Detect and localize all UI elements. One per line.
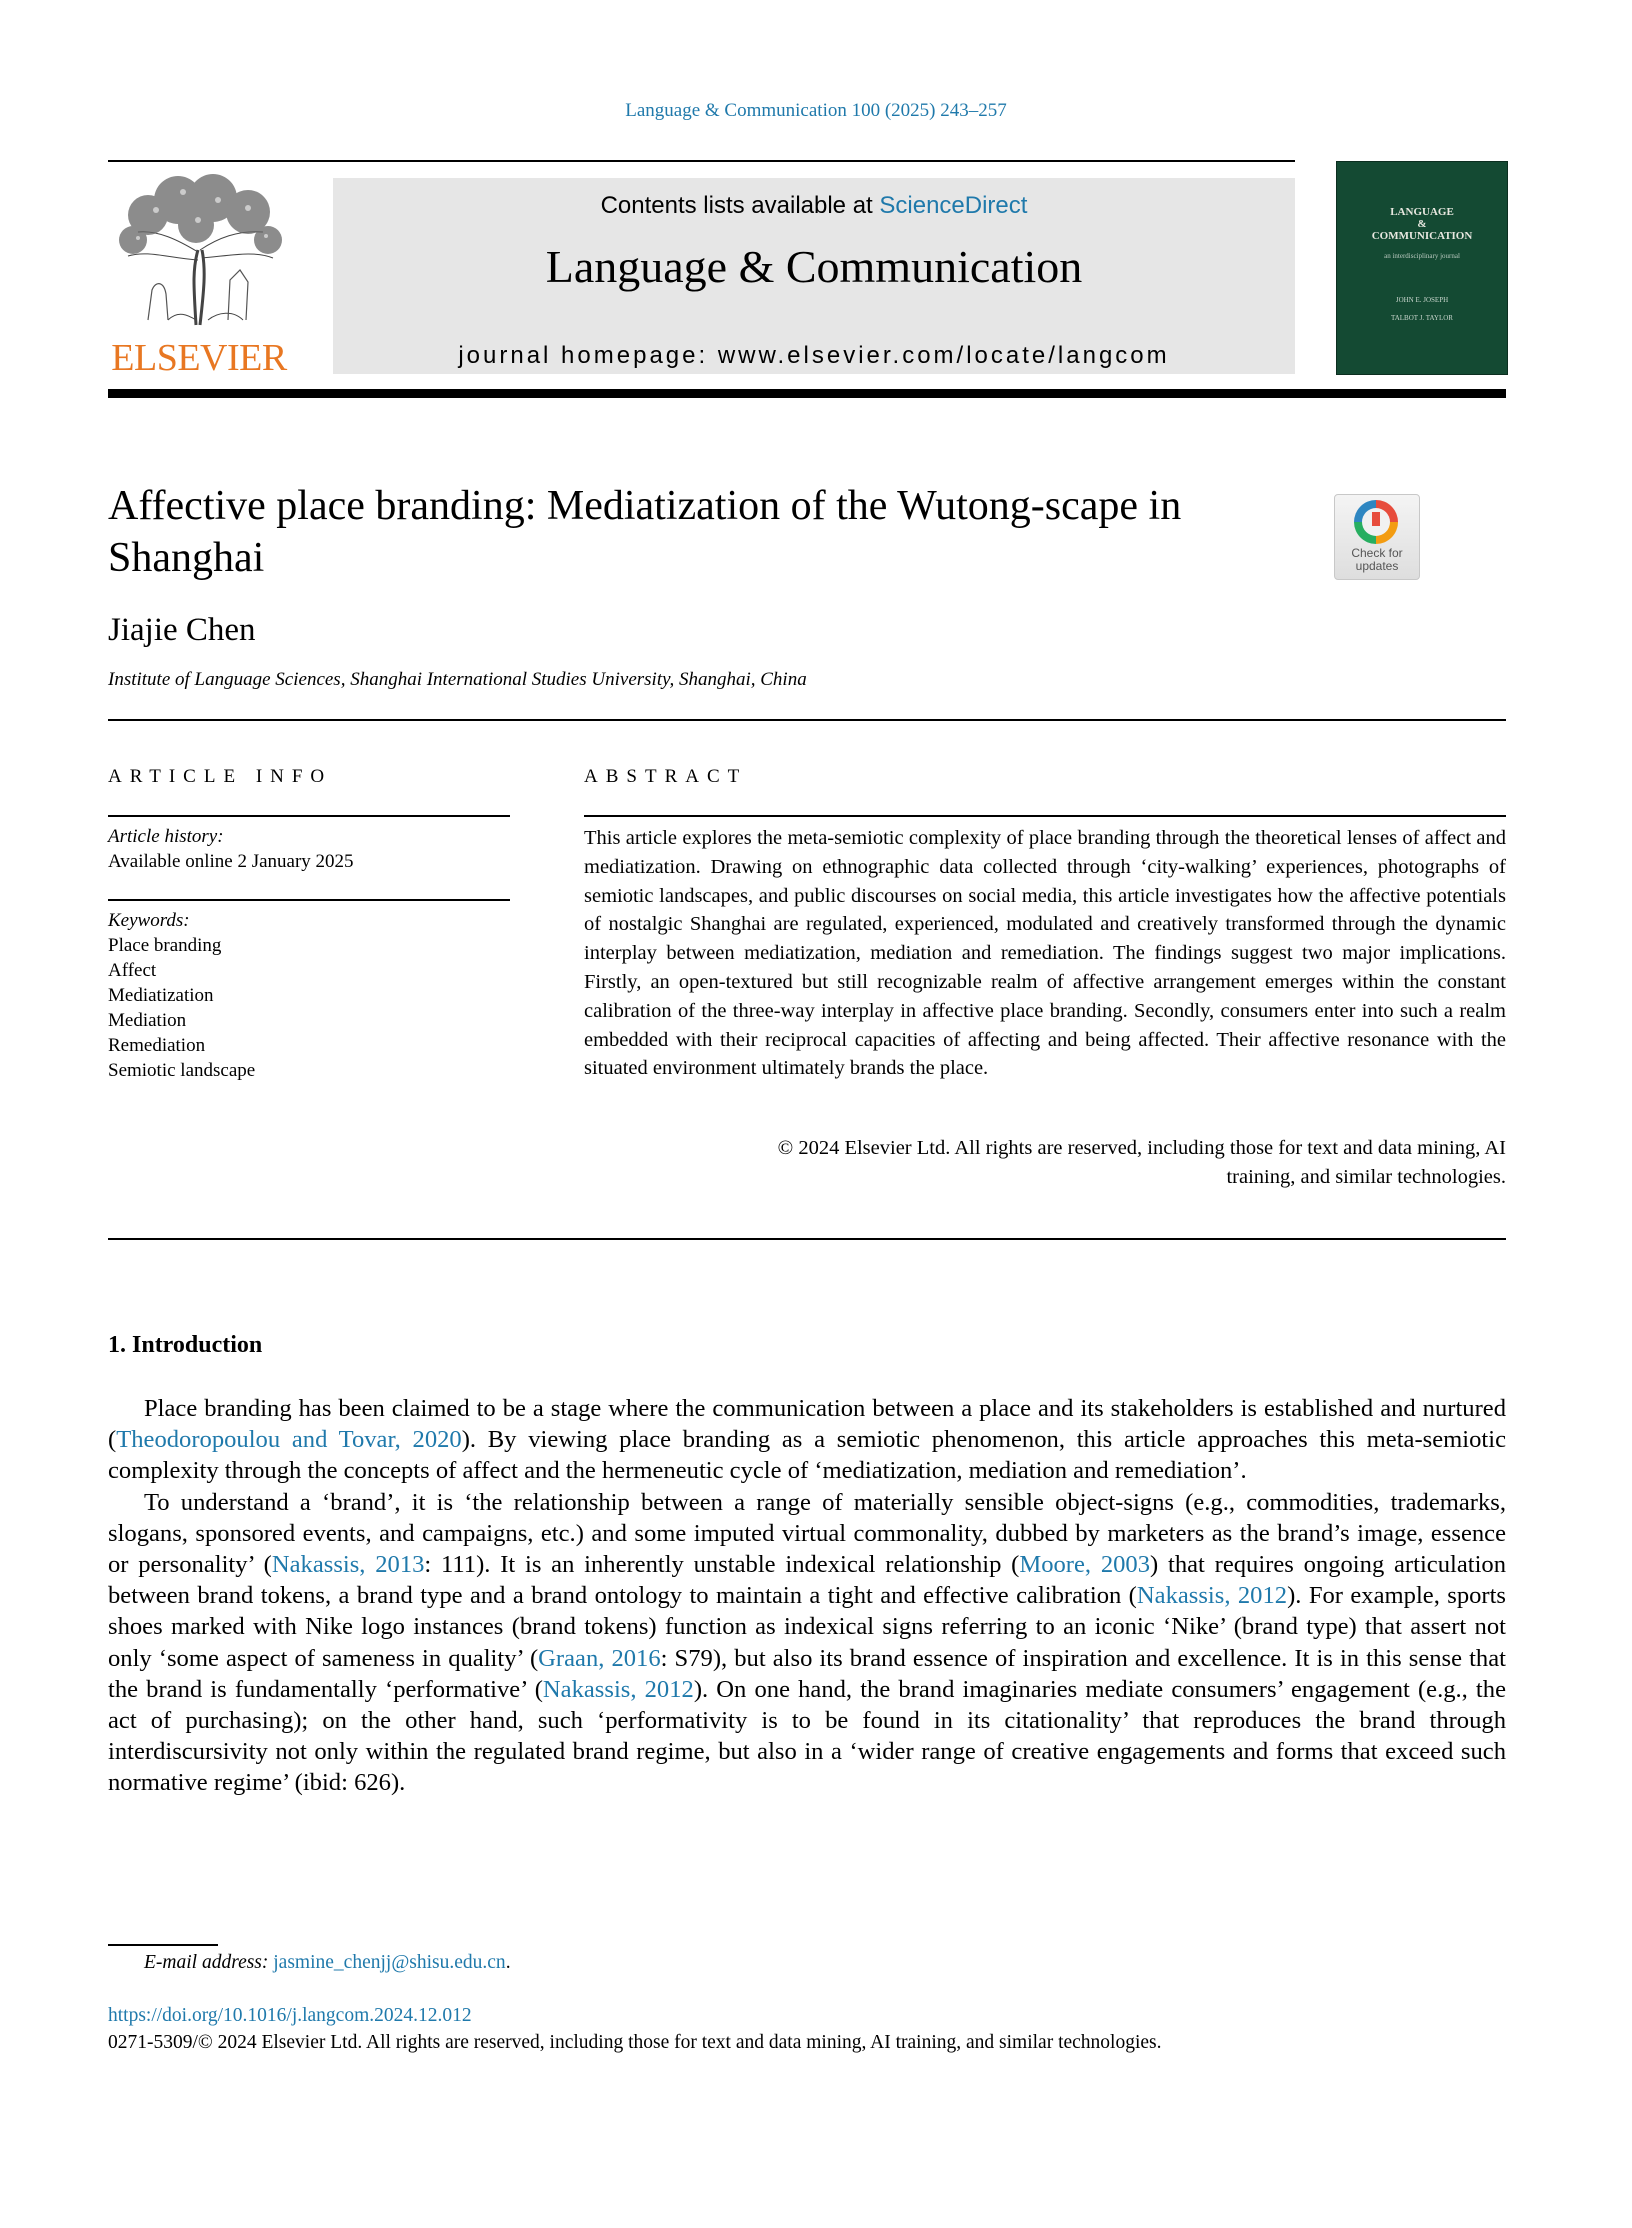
cover-editor: TALBOT J. TAYLOR (1391, 314, 1453, 322)
header-divider (108, 160, 1295, 162)
article-info-heading: ARTICLE INFO (108, 766, 333, 787)
homepage-link[interactable]: www.elsevier.com/locate/langcom (717, 342, 1170, 369)
paragraph-text: ). By viewing place branding as a semiotic phenomenon, this article approaches this meta-semiotic complexity through the concepts of affect and the hermeneutic cycle of ‘mediatization, mediation and remediation’. (108, 1426, 1506, 1485)
issn-copyright: 0271-5309/© 2024 Elsevier Ltd. All rights are reserved, including those for text and data mining, AI training, and similar technologies. (108, 2032, 1162, 2053)
elsevier-tree-icon (108, 170, 290, 330)
copyright-line: © 2024 Elsevier Ltd. All rights are reserved, including those for text and data mining, AI (777, 1137, 1506, 1159)
footnote-rule (108, 1944, 218, 1946)
cover-title-line: & (1417, 218, 1427, 230)
body-paragraph (108, 1487, 1506, 1799)
abstract-heading: ABSTRACT (584, 766, 748, 787)
keywords-block (108, 908, 255, 1083)
email-suffix: . (505, 1952, 511, 1973)
body-paragraphs (108, 1393, 1506, 1799)
crossmark-label (1335, 547, 1419, 573)
journal-homepage-line (333, 342, 1295, 370)
section-heading: 1. Introduction (108, 1332, 263, 1358)
contents-prefix: Contents lists available at (600, 192, 880, 219)
journal-masthead (333, 178, 1295, 374)
journal-cover-image (1336, 161, 1508, 375)
abstract-text: This article explores the meta-semiotic complexity of place branding through the theoretical lenses of affect and mediatization. Drawing on ethnographic data collected through ‘city-walking’ experiences, photographs of semiotic landscapes, and public discourses on social media, this article investigates how the affective potentials of nostalgic Shanghai are regulated, experienced, modulated and creatively transformed through the dynamic interplay between mediatization, mediation and remediation. The findings suggest two major implications. Firstly, an open-textured but still recognizable realm of affective arrangement emerges within the constant calibration of the three-way interplay in affective place branding. Secondly, consumers enter into such a realm embedded with their reciprocal capacities of affecting and being affected. Their affective resonance with the situated environment ultimately brands the place. (584, 827, 1506, 1080)
keyword-item: Affect (108, 960, 157, 981)
journal-title: Language & Communication (545, 241, 1083, 292)
paragraph-text: To understand a ‘brand’, it is ‘the relationship between a range of materially sensible object-signs (e.g., commodities, trademarks, slogans, sponsored events, and campaigns, etc.) and some imputed virtual commonality, dubbed by marketers as the brand’s image, essence or personality’ ( (108, 1488, 1506, 1579)
check-for-updates-button[interactable] (1334, 494, 1420, 580)
cover-editor: JOHN E. JOSEPH (1395, 296, 1449, 304)
paragraph-text: ). On one hand, the brand imaginaries mediate consumers’ engagement (e.g., the act of purchasing); on the other hand, such ‘performativity is to be found in its citationality’ that reproduces the brand through interdiscursivity not only within the regulated brand regime, but also in a ‘wider range of creative engagements and forms that exceed such normative regime’ (ibid: 626). (108, 1675, 1506, 1797)
citation-link[interactable]: Nakassis, 2012 (542, 1675, 694, 1703)
contents-line (333, 192, 1295, 220)
abstract-copyright (584, 1134, 1506, 1192)
title-divider (108, 719, 1506, 721)
homepage-prefix: journal homepage: (458, 342, 718, 369)
abstract-rule (584, 815, 1506, 817)
email-footnote (144, 1952, 511, 1974)
paragraph-text: : S79), but also its brand essence of inspiration and excellence. It is in this sense that the brand is fundamentally ‘performative’ ( (108, 1644, 1506, 1703)
elsevier-logo (108, 170, 290, 380)
copyright-line: training, and similar technologies. (1226, 1165, 1506, 1188)
keyword-item: Remediation (108, 1035, 206, 1056)
author-affiliation: Institute of Language Sciences, Shanghai International Studies University, Shanghai, China (108, 669, 807, 690)
author-name: Jiajie Chen (108, 612, 256, 648)
header-thick-rule (108, 389, 1506, 398)
paragraph-text: ). For example, sports shoes marked with Nike logo instances (brand tokens) function as indexical signs referring to an iconic ‘Nike’ (brand type) that assert not only ‘some aspect of sameness in quality’ ( (108, 1582, 1507, 1672)
cover-title-line: LANGUAGE (1390, 206, 1454, 218)
email-link[interactable]: jasmine_chenjj@shisu.edu.cn (273, 1952, 506, 1973)
paragraph-text: ) that requires ongoing articulation between brand tokens, a brand type and a brand ontology to maintain a tight and effective calibration ( (108, 1551, 1506, 1610)
citation-link[interactable]: Moore, 2003 (1019, 1551, 1151, 1579)
sciencedirect-link[interactable]: ScienceDirect (879, 192, 1028, 219)
cover-subtitle: an interdisciplinary journal (1384, 252, 1460, 260)
journal-reference-link[interactable]: Language & Communication 100 (2025) 243–257 (625, 100, 1007, 121)
citation-link[interactable]: Graan, 2016 (538, 1644, 661, 1672)
history-label: Article history: (108, 826, 224, 847)
citation-link[interactable]: Theodoropoulou and Tovar, 2020 (116, 1426, 462, 1454)
crossmark-label-line: updates (1355, 559, 1399, 573)
abstract-bottom-divider (108, 1238, 1506, 1240)
crossmark-label-line: Check for (1351, 546, 1403, 560)
keyword-item: Mediatization (108, 985, 214, 1006)
cover-title-line: COMMUNICATION (1371, 230, 1473, 242)
doi-link[interactable]: https://doi.org/10.1016/j.langcom.2024.12.012 (108, 2005, 472, 2026)
article-info-rule (108, 815, 510, 817)
keywords-rule (108, 899, 510, 901)
keyword-item: Semiotic landscape (108, 1060, 256, 1081)
article-title: Affective place branding: Mediatization of the Wutong-scape in Shanghai (108, 483, 1182, 581)
keyword-item: Mediation (108, 1010, 187, 1031)
keywords-label: Keywords: (108, 910, 190, 931)
article-history (108, 824, 354, 874)
citation-link[interactable]: Nakassis, 2013 (271, 1551, 425, 1579)
elsevier-wordmark: ELSEVIER (111, 337, 287, 379)
crossmark-icon (1354, 500, 1398, 544)
citation-link[interactable]: Nakassis, 2012 (1136, 1582, 1288, 1610)
paragraph-text: Place branding has been claimed to be a stage where the communication between a place and its stakeholders is established and nurtured ( (108, 1395, 1506, 1454)
cover-title (1337, 206, 1507, 242)
history-value: Available online 2 January 2025 (108, 851, 354, 872)
body-paragraph (108, 1393, 1506, 1487)
paragraph-text: : 111). It is an inherently unstable indexical relationship ( (424, 1551, 1020, 1579)
email-label: E-mail address: (144, 1952, 269, 1973)
keyword-item: Place branding (108, 935, 222, 956)
